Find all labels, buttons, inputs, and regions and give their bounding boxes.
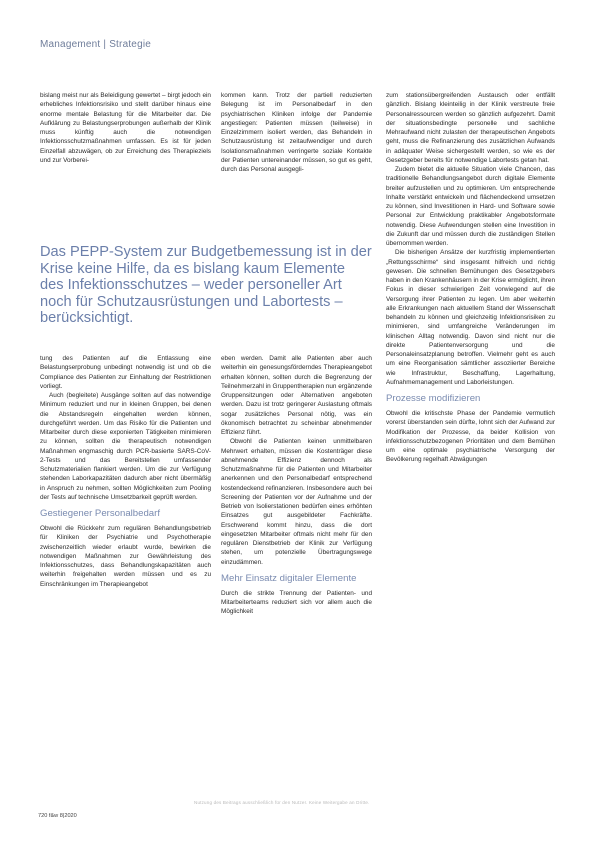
- column-2: [221, 354, 372, 617]
- column-1: [40, 354, 211, 589]
- paragraph: Zudem bietet die aktuelle Situation viele Chancen, das traditionelle Behandlungsangebot durch digitale Elemente breiter aufzustellen und zu optimieren. Um entsprechende Inhalte verstärkt entwickeln und flächendeckend umsetzen zu können, sind Investitionen in Hard- und Software sowie Personal zur Entwicklung praktikabler Angebotsformate notwendig. Diese Aufwendungen stellen eine Investition in die Zukunft dar und müssen durch die zuständigen Stellen übernommen werden.: [386, 166, 555, 247]
- column-3: [386, 91, 555, 465]
- paragraph: Die bisherigen Ansätze der kurzfristig implementierten „Rettungsschirme“ sind insgesamt hilfreich und richtig gewesen. Die schnellen Bemühungen des Gesetzgebers haben in den Krankenhäusern in der Krise ermöglicht, ihren Fokus in dieser schwierigen Zeit vorwiegend auf die Versorgung ihrer Patienten zu legen. Um aber weiterhin alle Erkrankungen nach aktuellem Stand der Wissenschaft behandeln zu können und gleichzeitig Infektionsrisiken zu minimieren, sind umfangreiche Veränderungen im klinischen Alltag notwendig. Davon sind nicht nur die direkte Patientenversorgung und die Personaleinsatzplanung betroffen. Vielmehr geht es auch um eine Reorganisation sämtlicher assoziierter Bereiche wie Infrastruktur, Beschaffung, Lagerhaltung, Aufnahmemanagement und Laborleistungen.: [386, 249, 555, 386]
- paragraph: eben werden. Damit alle Patienten aber auch weiterhin ein genesungsförderndes Therapieangebot erhalten können, sollten durch die Begrenzung der Teilnehmerzahl in Gruppentherapien nun ergänzende Gruppensitzungen oder Alternativen angeboten werden. Dazu ist trotz geringerer Auslastung oftmals sogar zusätzliches Personal nötig, was ein ökonomisch betrachtet zu scheinbar abnehmender Effizienz führt.: [221, 355, 372, 436]
- subheading: Gestiegener Personalbedarf: [40, 508, 160, 519]
- pull-quote: Das PEPP-System zur Budgetbemessung ist in der Krise keine Hilfe, da es bislang kaum Elemente des Infektionsschutzes – weder personeller Art noch für Schutzausrüstungen und Labortests – berücksichtigt.: [40, 244, 372, 326]
- paragraph: Durch die strikte Trennung der Patienten- und Mitarbeiterteams reduziert sich vor allem auch die Möglichkeit: [221, 589, 372, 616]
- paragraph: Obwohl die kritischste Phase der Pandemie vermutlich vorerst überstanden sein dürfte, lohnt sich der Aufwand zur Modifikation der Prozesse, da beider Kollision von infektionsschutzbezogenen Prioritäten und dem Bemühen um eine optimale psychiatrische Versorgung der Bevölkerung regelhaft Abwägungen: [386, 410, 555, 464]
- paragraph: Auch (begleitete) Ausgänge sollten auf das notwendige Minimum reduziert und nur in kleinen Gruppen, bei denen die Abstandsregeln eingehalten werden können, durchgeführt werden. Um das Risiko für die Patienten und Mitarbeiter durch diese exponierten Tätigkeiten minimieren zu können, sollten die therapeutisch notwendigen Maßnahmen engmaschig durch PCR-basierte SARS-CoV-2-Tests und das Bereitstellen umfassender Schutzmaterialien flankiert werden. Um die zur Verfügung stehenden Laborkapazitäten dadurch aber nicht übermäßig in Anspruch zu nehmen, sollten Möglichkeiten zum Pooling der Tests auf technische Umsetzbarkeit geprüft werden.: [40, 392, 211, 501]
- paragraph: Obwohl die Rückkehr zum regulären Behandlungsbetrieb für Kliniken der Psychiatrie und Psychotherapie zwischenzeitlich wieder erlaubt wurde, bewirken die notwendigen Maßnahmen zur Gewährleistung des Infektionsschutzes, dass Behandlungskapazitäten auch weiterhin freigehalten werden müssen und es zu Einschränkungen im Therapieangebot: [40, 525, 211, 588]
- top-column-1: [40, 91, 211, 165]
- paragraph: Obwohl die Patienten keinen unmittelbaren Mehrwert erhalten, müssen die Kostenträger diese abnehmende Effizienz dennoch als Schutzmaßnahme für die Patienten und Mitarbeiter anerkennen und den Personalbedarf entsprechend kostendeckend refinanzieren. Insbesondere auch bei Screening der Patienten vor der Aufnahme und der Betrieb von Isolierstationen bedürfen eines erhöhten Einsatzes gut ausgebildeter Fachkräfte. Erschwerend kommt hinzu, dass die dort eingesetzten Mitarbeiter oftmals nicht mehr für den regulären Dienstbetrieb der Klinik zur Verfügung stehen, um potenzielle Übertragungswege einzudämmen.: [221, 438, 372, 566]
- top-column-2: [221, 91, 372, 174]
- page-number: 720 f&w 8|2020: [38, 813, 77, 819]
- page-header: [40, 39, 151, 50]
- section-label: Management: [40, 39, 101, 50]
- paragraph: kommen kann. Trotz der partiell reduzierten Belegung ist im Personalbedarf in den psychiatrischen Kliniken infolge der Pandemie angestiegen: Patienten müssen (teilweise) in Einzelzimmern isoliert werden, das Behandeln in Schutzausrüstung ist zeitaufwendiger und durch Isolationsmaßnahmen verringerte soziale Kontakte der Patienten untereinander müssen, so gut es geht, durch das Personal ausgegli-: [221, 92, 372, 173]
- paragraph: bislang meist nur als Beleidigung gewertet – birgt jedoch ein erhebliches Infektionsrisiko und stellt darüber hinaus eine enorme mentale Belastung für die Mitarbeiter dar. Die Aufklärung zu Belastungserprobungen außerhalb der Klinik muss künftig auch die notwendigen Infektionsschutzmaßnahmen umfassen. Es ist für jeden Einzelfall abzuwägen, ob zur Erreichung des Therapieziels und zur Vorberei-: [40, 92, 211, 164]
- paragraph: zum stationsübergreifenden Austausch oder entfällt gänzlich. Bislang kleinteilig in der Klinik verstreute freie Personalressourcen werden so gänzlich aufgezehrt. Damit der situationsbedingte personelle und sachliche Mehraufwand nicht zulasten der therapeutischen Angebots geht, muss die Refinanzierung des zusätzlichen Aufwands in adäquater Weise sichergestellt werden, so wie es der Gesetzgeber bereits für notwendige Labortests getan hat.: [386, 92, 555, 164]
- subsection-label: Strategie: [109, 39, 152, 50]
- header-separator: |: [103, 39, 107, 50]
- paragraph: tung des Patienten auf die Entlassung eine Belastungserprobung unbedingt notwendig ist und ob die Compliance des Patienten zur Einhaltung der Restriktionen vorliegt.: [40, 355, 211, 390]
- subheading: Mehr Einsatz digitaler Elemente: [221, 572, 357, 584]
- subheading: Prozesse modifizieren: [386, 393, 481, 404]
- usage-notice: Nutzung des Beitrags ausschließlich für den Nutzer. Keine Weitergabe an Dritte.: [194, 800, 370, 805]
